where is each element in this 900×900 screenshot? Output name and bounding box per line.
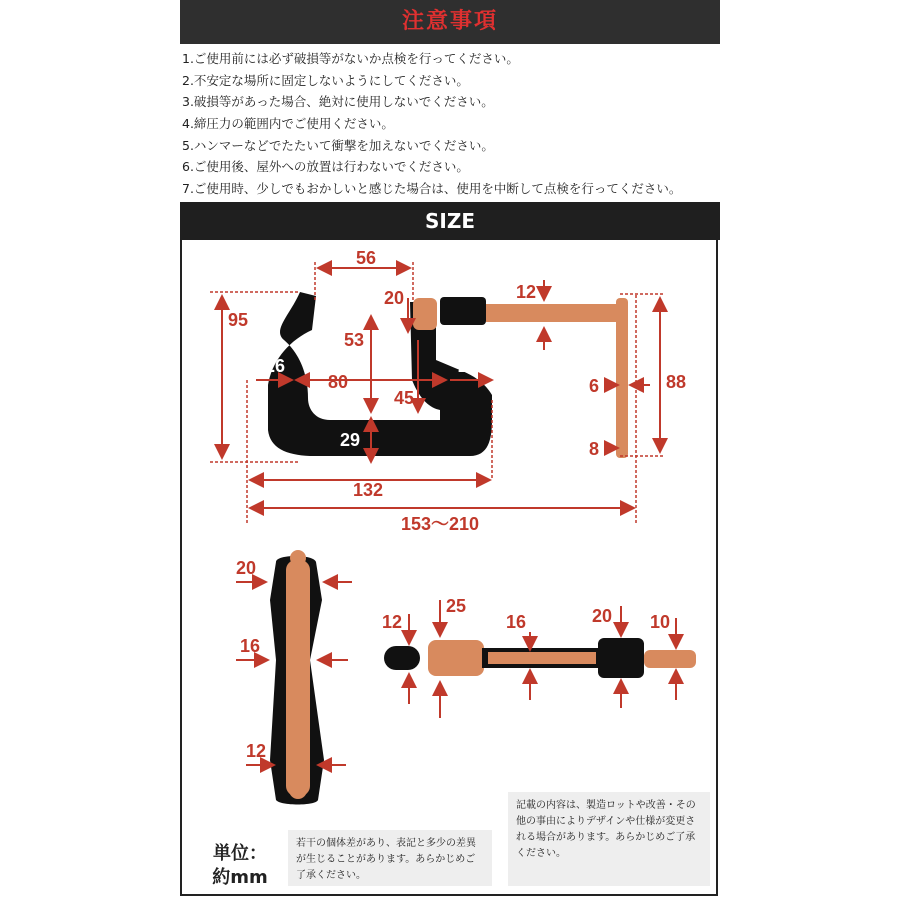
dim-6: 6: [588, 376, 600, 396]
caution-item: 4.締圧力の範囲内でご使用ください。: [182, 116, 394, 132]
spec-change-note: 記載の内容は、製造ロットや改善・その他の事由によりデザインや仕様が変更される場合があります。あらかじめご了承ください。: [508, 792, 710, 886]
screw-dim-20: 20: [591, 606, 613, 626]
dim-95: 95: [227, 310, 249, 330]
swivel-pad: [413, 298, 437, 330]
unit-label: [200, 842, 280, 890]
side-screw: [286, 560, 310, 796]
clamp-side-illustration: [270, 550, 324, 805]
unit-title: 単位：: [213, 843, 267, 864]
side-dim-20: 20: [235, 558, 257, 578]
caution-item: 5.ハンマーなどでたたいて衝撃を加えないでください。: [182, 137, 494, 153]
screw-thread-detail: [488, 652, 596, 664]
side-dim-12: 12: [245, 741, 267, 761]
dim-132: 132: [352, 480, 384, 500]
caution-header: 注意事項: [180, 0, 720, 44]
dim-56: 56: [355, 248, 377, 268]
dim-88: 88: [665, 372, 687, 392]
screw-dim-25: 25: [445, 596, 467, 616]
dim-12: 12: [515, 282, 537, 302]
dim-45: 45: [393, 388, 415, 408]
screw-nut: [598, 638, 644, 678]
dim-53: 53: [343, 330, 365, 350]
clamp-nut: [440, 297, 486, 325]
side-dim-16: 16: [239, 636, 261, 656]
caution-item: 1.ご使用前には必ず破損等がないか点検を行ってください。: [182, 51, 519, 66]
size-header: SIZE: [180, 202, 720, 240]
clamp-front-illustration: [268, 292, 628, 458]
unit-value: 約mm: [212, 867, 268, 888]
dim-20: 20: [383, 288, 405, 308]
dim-153-210: 153〜210: [400, 514, 480, 534]
dim-8: 8: [588, 439, 600, 459]
caution-item: 6.ご使用後、屋外への放置は行わないでください。: [182, 159, 469, 175]
screw-thread: [486, 304, 618, 322]
dim-26-right: 26: [457, 356, 479, 376]
screw-dim-16: 16: [505, 612, 527, 632]
dim-26-left: 26: [264, 356, 286, 376]
screw-illustration: [384, 638, 696, 678]
screw-dim-10: 10: [649, 612, 671, 632]
dim-29: 29: [339, 430, 361, 450]
caution-item: 2.不安定な場所に固定しないようにしてください。: [182, 72, 469, 88]
caution-item: 7.ご使用時、少しでもおかしいと感じた場合は、使用を中断して点検を行ってください。: [182, 181, 682, 197]
caution-item: 3.破損等があった場合、絶対に使用しないでください。: [182, 94, 494, 110]
t-handle: [616, 298, 628, 458]
dim-80: 80: [327, 372, 349, 392]
screw-dim-12: 12: [381, 612, 403, 632]
variance-note: 若干の個体差があり、表記と多少の差異が生じることがあります。あらかじめご了承ください。: [288, 830, 492, 886]
